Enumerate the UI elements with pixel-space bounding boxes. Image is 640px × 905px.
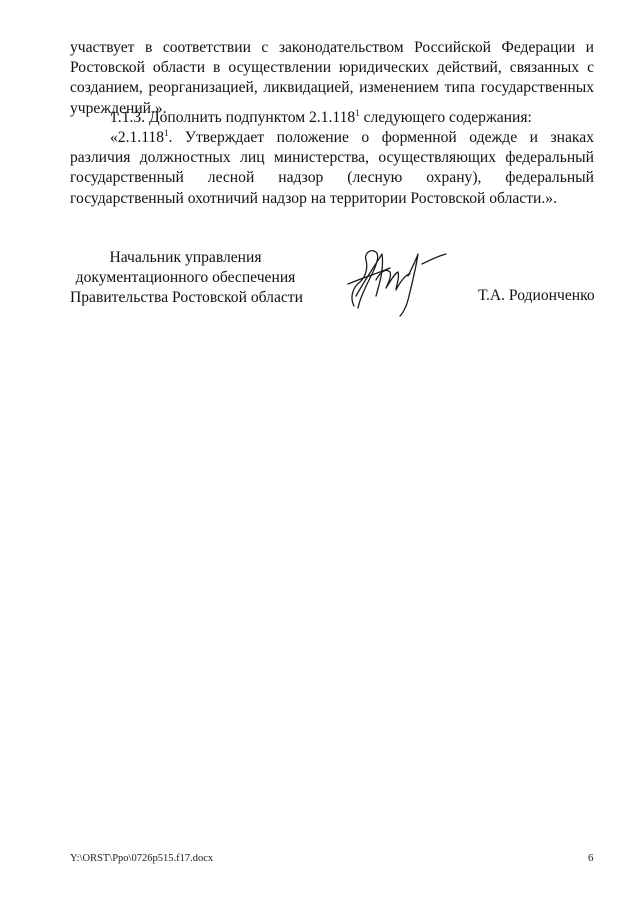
sub-text-before: «2.1.118 (110, 129, 164, 146)
item-text-after: следующего содержания: (359, 109, 532, 126)
signatory-name: Т.А. Родионченко (478, 287, 595, 304)
paragraph-continuation: участвует в соответствии с законодательством Российской Федерации и Ростовской области в осуществлении юридических действий, связанных с созданием, реорганизацией, ликвидацией, изменением типа государственных учреждений.». (70, 39, 594, 117)
paragraph-sub-2-1-118 (70, 128, 594, 209)
paragraph-item-1-1-3 (70, 108, 594, 128)
footer-page-number: 6 (588, 852, 594, 864)
item-superscript: 1 (355, 108, 360, 118)
item-text-before: 1.1.3. Дополнить подпунктом 2.1.118 (110, 109, 356, 126)
handwritten-signature (336, 238, 456, 318)
sub-superscript: 1 (164, 128, 169, 138)
footer-file-path: Y:\ORST\Ppo\0726p515.f17.docx (70, 853, 214, 864)
signatory-title-line3: Правительства Ростовской области (70, 289, 303, 306)
signatory-title (68, 248, 303, 308)
sub-text-after: . Утверждает положение о форменной одежде и знаках различия должностных лиц министерства, осуществляющих федеральный государственный лесной надзор (лесную охрану), федеральный государственный охотничий надзор на территории Ростовской области.». (70, 129, 594, 207)
signatory-title-line1: Начальник управления (109, 249, 262, 266)
signatory-title-line2: документационного обеспечения (75, 269, 296, 286)
